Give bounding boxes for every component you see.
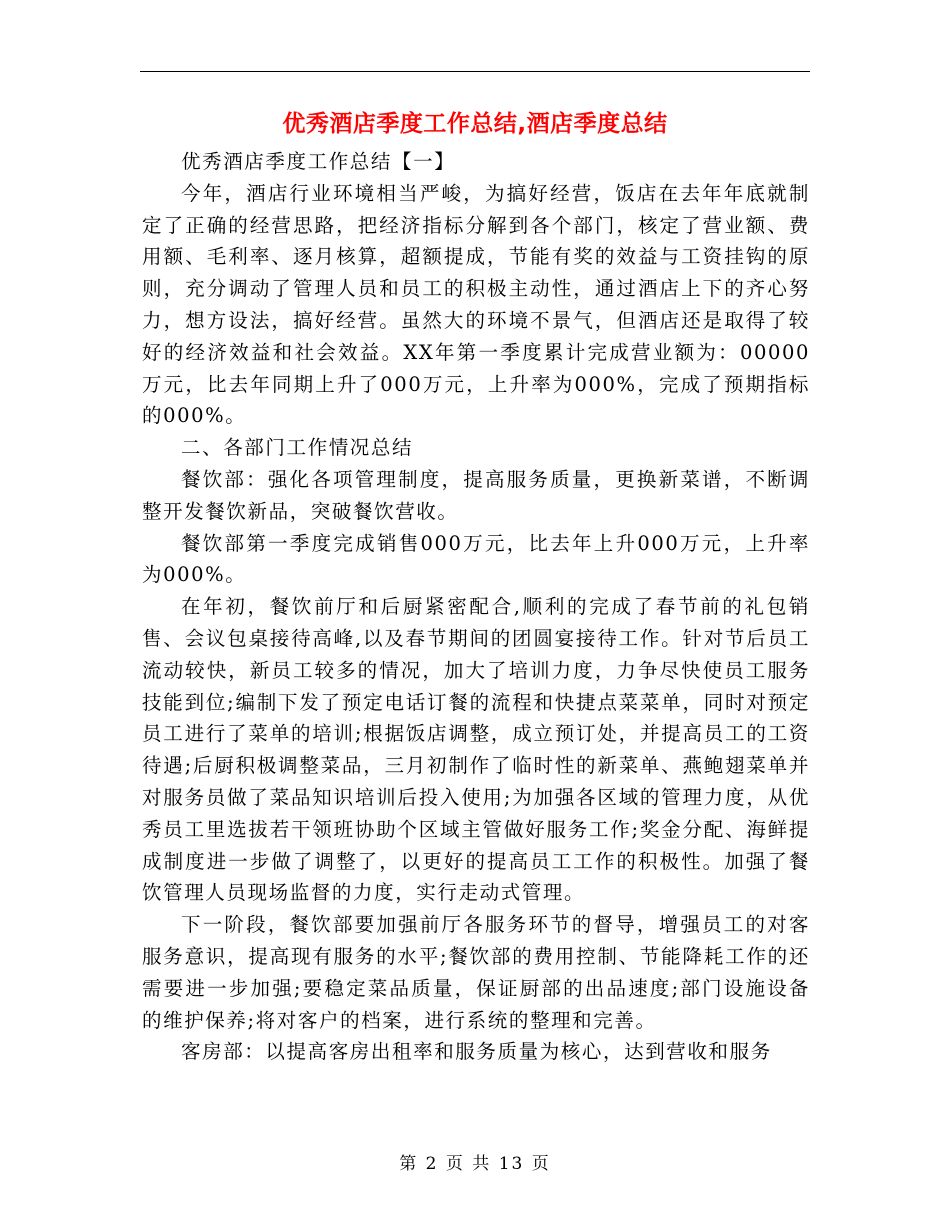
- header-rule: [140, 71, 810, 72]
- document-body: [142, 146, 810, 1068]
- page-number-footer: 第 2 页 共 13 页: [399, 1154, 551, 1174]
- paragraph: 下一阶段，餐饮部要加强前厅各服务环节的督导，增强员工的对客服务意识，提高现有服务的水平;餐饮部的费用控制、节能降耗工作的还需要进一步加强;要稳定菜品质量，保证厨部的出品速度;部门设施设备的维护保养;将对客户的档案，进行系统的整理和完善。: [142, 913, 810, 1032]
- paragraph: 餐饮部第一季度完成销售000万元，比去年上升000万元，上升率为000%。: [142, 531, 810, 587]
- section-heading: 优秀酒店季度工作总结【一】: [181, 150, 456, 173]
- paragraph: 今年，酒店行业环境相当严峻，为搞好经营，饭店在去年年底就制定了正确的经营思路，把经济指标分解到各个部门，核定了营业额、费用额、毛利率、逐月核算，超额提成，节能有奖的效益与工资挂钩的原则，充分调动了管理人员和员工的积极主动性，通过酒店上下的齐心努力，想方设法，搞好经营。虽然大的环境不景气，但酒店还是取得了较好的经济效益和社会效益。XX年第一季度累计完成营业额为：00000万元，比去年同期上升了000万元，上升率为000%，完成了预期指标的000%。: [142, 181, 810, 428]
- section-heading: 二、各部门工作情况总结: [181, 436, 414, 460]
- paragraph: 在年初，餐饮前厅和后厨紧密配合,顺利的完成了春节前的礼包销售、会议包桌接待高峰,以及春节期间的团圆宴接待工作。针对节后员工流动较快，新员工较多的情况，加大了培训力度，力争尽快使员工服务技能到位;编制下发了预定电话订餐的流程和快捷点菜菜单，同时对预定员工进行了菜单的培训;根据饭店调整，成立预订处，并提高员工的工资待遇;后厨积极调整菜品，三月初制作了临时性的新菜单、燕鲍翅菜单并对服务员做了菜品知识培训后投入使用;为加强各区域的管理力度，从优秀员工里选拔若干领班协助个区域主管做好服务工作;奖金分配、海鲜提成制度进一步做了调整了，以更好的提高员工工作的积极性。加强了餐饮管理人员现场监督的力度，实行走动式管理。: [142, 595, 810, 905]
- paragraph: 餐饮部：强化各项管理制度，提高服务质量，更换新菜谱，不断调整开发餐饮新品，突破餐饮营收。: [142, 467, 810, 523]
- paragraph: 客房部：以提高客房出租率和服务质量为核心，达到营收和服务: [181, 1040, 772, 1064]
- document-title: 优秀酒店季度工作总结,酒店季度总结: [282, 111, 668, 137]
